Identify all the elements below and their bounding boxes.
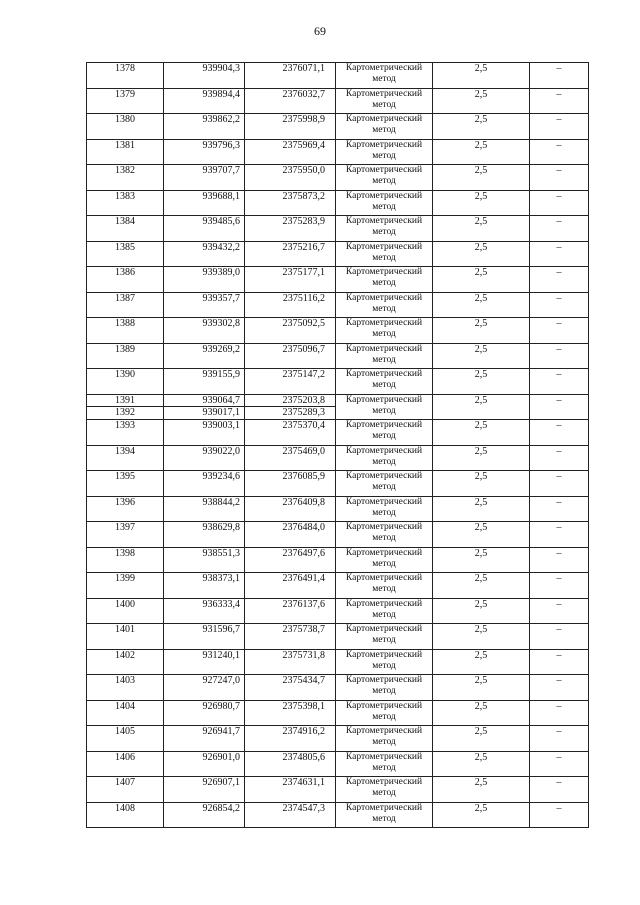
x-coordinate-cell: 939485,6 xyxy=(164,216,245,242)
method-cell: Картометрический метод xyxy=(336,700,433,726)
description-cell: – xyxy=(530,624,589,650)
table-row xyxy=(87,649,589,675)
table-row xyxy=(87,700,589,726)
x-coordinate-cell: 927247,0 xyxy=(164,675,245,701)
y-coordinate-cell: 2375873,2 xyxy=(245,190,336,216)
point-number-cell: 1402 xyxy=(87,649,164,675)
description-cell: – xyxy=(530,267,589,293)
y-coordinate-cell: 2374631,1 xyxy=(245,777,336,803)
point-number-cell: 1387 xyxy=(87,292,164,318)
method-cell: Картометрический метод xyxy=(336,751,433,777)
point-number-cell: 1397 xyxy=(87,522,164,548)
x-coordinate-cell: 926980,7 xyxy=(164,700,245,726)
x-coordinate-cell: 938373,1 xyxy=(164,573,245,599)
error-cell: 2,5 xyxy=(433,369,530,395)
x-coordinate-cell: 939155,9 xyxy=(164,369,245,395)
error-cell: 2,5 xyxy=(433,624,530,650)
error-cell: 2,5 xyxy=(433,802,530,828)
point-number-cell: 1382 xyxy=(87,165,164,191)
error-cell: 2,5 xyxy=(433,318,530,344)
point-number-cell: 1403 xyxy=(87,675,164,701)
method-cell: Картометрический метод xyxy=(336,624,433,650)
error-cell: 2,5 xyxy=(433,547,530,573)
table-row xyxy=(87,522,589,548)
point-number-cell: 1393 xyxy=(87,420,164,446)
x-coordinate-cell: 939894,4 xyxy=(164,88,245,114)
table-row xyxy=(87,292,589,318)
method-cell: Картометрический метод xyxy=(336,496,433,522)
point-number-cell: 1379 xyxy=(87,88,164,114)
y-coordinate-cell: 2375469,0 xyxy=(245,445,336,471)
error-cell: 2,5 xyxy=(433,165,530,191)
error-cell: 2,5 xyxy=(433,726,530,752)
error-cell: 2,5 xyxy=(433,394,530,420)
point-number-cell: 1405 xyxy=(87,726,164,752)
description-cell: – xyxy=(530,649,589,675)
y-coordinate-cell: 2374916,2 xyxy=(245,726,336,752)
y-coordinate-cell: 2376409,8 xyxy=(245,496,336,522)
y-coordinate-cell: 2375147,2 xyxy=(245,369,336,395)
x-coordinate-cell: 939707,7 xyxy=(164,165,245,191)
description-cell: – xyxy=(530,318,589,344)
x-coordinate-cell: 939302,8 xyxy=(164,318,245,344)
description-cell: – xyxy=(530,573,589,599)
point-number-cell: 1389 xyxy=(87,343,164,369)
point-number-cell: 1385 xyxy=(87,241,164,267)
y-coordinate-cell: 2375434,7 xyxy=(245,675,336,701)
error-cell: 2,5 xyxy=(433,241,530,267)
point-number-cell: 1398 xyxy=(87,547,164,573)
y-coordinate-cell: 2376085,9 xyxy=(245,471,336,497)
point-number-cell: 1378 xyxy=(87,63,164,89)
table-row xyxy=(87,420,589,446)
description-cell: – xyxy=(530,343,589,369)
table-row xyxy=(87,165,589,191)
method-cell: Картометрический метод xyxy=(336,292,433,318)
y-coordinate-cell: 2376071,1 xyxy=(245,63,336,89)
y-coordinate-cell: 2375283,9 xyxy=(245,216,336,242)
table-row xyxy=(87,547,589,573)
y-coordinate-cell: 2376491,4 xyxy=(245,573,336,599)
y-coordinate-cell: 2375370,4 xyxy=(245,420,336,446)
x-coordinate-cell: 926854,2 xyxy=(164,802,245,828)
description-cell: – xyxy=(530,726,589,752)
table-row xyxy=(87,624,589,650)
y-coordinate-cell: 2375950,0 xyxy=(245,165,336,191)
table-row xyxy=(87,598,589,624)
table-row xyxy=(87,114,589,140)
point-number-cell: 1386 xyxy=(87,267,164,293)
y-coordinate-cell: 2375216,7 xyxy=(245,241,336,267)
y-coordinate-cell: 2376032,7 xyxy=(245,88,336,114)
method-cell: Картометрический метод xyxy=(336,471,433,497)
description-cell: – xyxy=(530,241,589,267)
point-number-cell: 1407 xyxy=(87,777,164,803)
table-row xyxy=(87,88,589,114)
point-number-cell: 1390 xyxy=(87,369,164,395)
error-cell: 2,5 xyxy=(433,573,530,599)
x-coordinate-cell: 939796,3 xyxy=(164,139,245,165)
y-coordinate-cell: 2376137,6 xyxy=(245,598,336,624)
x-coordinate-cell: 939862,2 xyxy=(164,114,245,140)
error-cell: 2,5 xyxy=(433,139,530,165)
method-cell: Картометрический метод xyxy=(336,547,433,573)
x-coordinate-cell: 938551,3 xyxy=(164,547,245,573)
table-row xyxy=(87,216,589,242)
table-row xyxy=(87,751,589,777)
description-cell: – xyxy=(530,369,589,395)
coordinates-table-body xyxy=(87,63,589,828)
y-coordinate-cell: 2374805,6 xyxy=(245,751,336,777)
x-coordinate-cell: 926941,7 xyxy=(164,726,245,752)
y-coordinate-cell: 2375289,3 xyxy=(245,407,336,420)
table-row xyxy=(87,802,589,828)
table-row xyxy=(87,471,589,497)
error-cell: 2,5 xyxy=(433,190,530,216)
point-number-cell: 1391 xyxy=(87,394,164,407)
point-number-cell: 1408 xyxy=(87,802,164,828)
x-coordinate-cell: 939017,1 xyxy=(164,407,245,420)
method-cell: Картометрический метод xyxy=(336,420,433,446)
table-row xyxy=(87,318,589,344)
description-cell: – xyxy=(530,114,589,140)
method-cell: Картометрический метод xyxy=(336,165,433,191)
table-row xyxy=(87,573,589,599)
x-coordinate-cell: 939389,0 xyxy=(164,267,245,293)
description-cell: – xyxy=(530,471,589,497)
error-cell: 2,5 xyxy=(433,598,530,624)
method-cell: Картометрический метод xyxy=(336,522,433,548)
point-number-cell: 1380 xyxy=(87,114,164,140)
table-row xyxy=(87,777,589,803)
x-coordinate-cell: 926907,1 xyxy=(164,777,245,803)
table-row xyxy=(87,190,589,216)
method-cell: Картометрический метод xyxy=(336,777,433,803)
x-coordinate-cell: 931596,7 xyxy=(164,624,245,650)
point-number-cell: 1404 xyxy=(87,700,164,726)
y-coordinate-cell: 2375738,7 xyxy=(245,624,336,650)
table-row xyxy=(87,267,589,293)
description-cell: – xyxy=(530,751,589,777)
method-cell: Картометрический метод xyxy=(336,726,433,752)
page-number: 69 xyxy=(314,24,326,38)
error-cell: 2,5 xyxy=(433,751,530,777)
table-row xyxy=(87,675,589,701)
method-cell: Картометрический метод xyxy=(336,114,433,140)
method-cell: Картометрический метод xyxy=(336,369,433,395)
error-cell: 2,5 xyxy=(433,700,530,726)
description-cell: – xyxy=(530,802,589,828)
method-cell: Картометрический метод xyxy=(336,573,433,599)
error-cell: 2,5 xyxy=(433,649,530,675)
table-row xyxy=(87,241,589,267)
error-cell: 2,5 xyxy=(433,114,530,140)
error-cell: 2,5 xyxy=(433,216,530,242)
point-number-cell: 1396 xyxy=(87,496,164,522)
error-cell: 2,5 xyxy=(433,63,530,89)
description-cell: – xyxy=(530,292,589,318)
method-cell: Картометрический метод xyxy=(336,318,433,344)
description-cell: – xyxy=(530,496,589,522)
y-coordinate-cell: 2376497,6 xyxy=(245,547,336,573)
description-cell: – xyxy=(530,700,589,726)
point-number-cell: 1383 xyxy=(87,190,164,216)
description-cell: – xyxy=(530,675,589,701)
description-cell: – xyxy=(530,598,589,624)
description-cell: – xyxy=(530,777,589,803)
point-number-cell: 1394 xyxy=(87,445,164,471)
description-cell: – xyxy=(530,139,589,165)
point-number-cell: 1381 xyxy=(87,139,164,165)
y-coordinate-cell: 2376484,0 xyxy=(245,522,336,548)
x-coordinate-cell: 939432,2 xyxy=(164,241,245,267)
table-row xyxy=(87,394,589,407)
method-cell: Картометрический метод xyxy=(336,649,433,675)
method-cell: Картометрический метод xyxy=(336,802,433,828)
x-coordinate-cell: 939269,2 xyxy=(164,343,245,369)
point-number-cell: 1401 xyxy=(87,624,164,650)
description-cell: – xyxy=(530,445,589,471)
x-coordinate-cell: 939234,6 xyxy=(164,471,245,497)
error-cell: 2,5 xyxy=(433,496,530,522)
error-cell: 2,5 xyxy=(433,777,530,803)
description-cell: – xyxy=(530,165,589,191)
table-row xyxy=(87,369,589,395)
table-row xyxy=(87,139,589,165)
error-cell: 2,5 xyxy=(433,420,530,446)
x-coordinate-cell: 926901,0 xyxy=(164,751,245,777)
x-coordinate-cell: 939064,7 xyxy=(164,394,245,407)
description-cell: – xyxy=(530,63,589,89)
point-number-cell: 1384 xyxy=(87,216,164,242)
y-coordinate-cell: 2375116,2 xyxy=(245,292,336,318)
y-coordinate-cell: 2375096,7 xyxy=(245,343,336,369)
y-coordinate-cell: 2375731,8 xyxy=(245,649,336,675)
x-coordinate-cell: 938844,2 xyxy=(164,496,245,522)
point-number-cell: 1395 xyxy=(87,471,164,497)
y-coordinate-cell: 2375203,8 xyxy=(245,394,336,407)
method-cell: Картометрический метод xyxy=(336,190,433,216)
y-coordinate-cell: 2375398,1 xyxy=(245,700,336,726)
error-cell: 2,5 xyxy=(433,445,530,471)
description-cell: – xyxy=(530,522,589,548)
method-cell: Картометрический метод xyxy=(336,343,433,369)
x-coordinate-cell: 939003,1 xyxy=(164,420,245,446)
method-cell: Картометрический метод xyxy=(336,445,433,471)
x-coordinate-cell: 938629,8 xyxy=(164,522,245,548)
y-coordinate-cell: 2375998,9 xyxy=(245,114,336,140)
method-cell: Картометрический метод xyxy=(336,267,433,293)
table-row xyxy=(87,63,589,89)
method-cell: Картометрический метод xyxy=(336,598,433,624)
error-cell: 2,5 xyxy=(433,267,530,293)
method-cell: Картометрический метод xyxy=(336,241,433,267)
method-cell: Картометрический метод xyxy=(336,675,433,701)
description-cell: – xyxy=(530,394,589,420)
error-cell: 2,5 xyxy=(433,88,530,114)
error-cell: 2,5 xyxy=(433,471,530,497)
error-cell: 2,5 xyxy=(433,343,530,369)
error-cell: 2,5 xyxy=(433,292,530,318)
description-cell: – xyxy=(530,190,589,216)
point-number-cell: 1399 xyxy=(87,573,164,599)
x-coordinate-cell: 939688,1 xyxy=(164,190,245,216)
point-number-cell: 1388 xyxy=(87,318,164,344)
method-cell: Картометрический метод xyxy=(336,216,433,242)
method-cell: Картометрический метод xyxy=(336,88,433,114)
point-number-cell: 1400 xyxy=(87,598,164,624)
point-number-cell: 1406 xyxy=(87,751,164,777)
x-coordinate-cell: 939357,7 xyxy=(164,292,245,318)
description-cell: – xyxy=(530,420,589,446)
y-coordinate-cell: 2375969,4 xyxy=(245,139,336,165)
description-cell: – xyxy=(530,547,589,573)
table-row xyxy=(87,726,589,752)
coordinates-table xyxy=(86,62,589,828)
table-row xyxy=(87,445,589,471)
table-row xyxy=(87,343,589,369)
error-cell: 2,5 xyxy=(433,522,530,548)
point-number-cell: 1392 xyxy=(87,407,164,420)
x-coordinate-cell: 931240,1 xyxy=(164,649,245,675)
method-cell: Картометрический метод xyxy=(336,63,433,89)
method-cell: Картометрический метод xyxy=(336,139,433,165)
description-cell: – xyxy=(530,216,589,242)
table-row xyxy=(87,496,589,522)
x-coordinate-cell: 936333,4 xyxy=(164,598,245,624)
x-coordinate-cell: 939904,3 xyxy=(164,63,245,89)
error-cell: 2,5 xyxy=(433,675,530,701)
x-coordinate-cell: 939022,0 xyxy=(164,445,245,471)
y-coordinate-cell: 2375177,1 xyxy=(245,267,336,293)
method-cell: Картометрический метод xyxy=(336,394,433,420)
description-cell: – xyxy=(530,88,589,114)
y-coordinate-cell: 2374547,3 xyxy=(245,802,336,828)
y-coordinate-cell: 2375092,5 xyxy=(245,318,336,344)
